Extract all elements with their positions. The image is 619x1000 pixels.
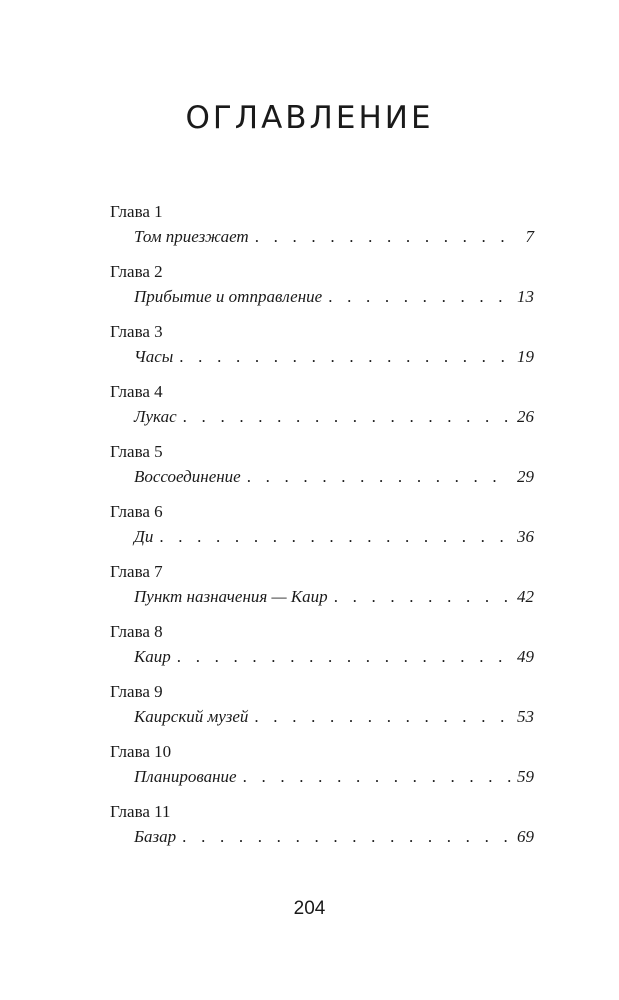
toc-entry [110,620,534,680]
dot-leader [334,584,511,610]
dot-leader [247,464,511,490]
chapter-title: Том приезжает [134,227,249,246]
page-title: ОГЛАВЛЕНИЕ [185,100,434,136]
chapter-page-number: 26 [517,407,534,426]
chapter-label: Глава 5 [110,442,163,461]
toc-entry [110,740,534,800]
chapter-page-number: 29 [517,467,534,486]
toc-entry [110,680,534,740]
chapter-title: Прибытие и отправление [134,287,323,306]
toc-entry [110,800,534,860]
toc-entry [110,560,534,620]
dot-leader [243,764,511,790]
chapter-label: Глава 2 [110,262,163,281]
chapter-page-number: 53 [517,707,534,726]
chapter-line [110,704,534,730]
dot-leader [183,404,511,430]
table-of-contents [110,200,534,860]
chapter-page-number: 69 [517,827,534,846]
chapter-line [110,284,534,310]
chapter-title: Лукас [134,407,177,426]
chapter-line [110,224,534,250]
chapter-line [110,344,534,370]
chapter-label: Глава 1 [110,202,163,221]
dot-leader [254,704,511,730]
chapter-line [110,464,534,490]
toc-entry [110,440,534,500]
dot-leader [255,224,520,250]
toc-entry [110,380,534,440]
dot-leader [159,524,511,550]
chapter-label: Глава 4 [110,382,163,401]
page-number: 204 [293,898,326,919]
chapter-label: Глава 10 [110,742,172,761]
chapter-title: Каир [134,647,171,666]
toc-entry [110,260,534,320]
chapter-line [110,584,534,610]
dot-leader [328,284,511,310]
chapter-line [110,764,534,790]
chapter-line [110,644,534,670]
dot-leader [177,644,511,670]
chapter-label: Глава 3 [110,322,163,341]
dot-leader [179,344,511,370]
chapter-title: Пункт назначения — Каир [134,587,328,606]
chapter-title: Базар [134,827,177,846]
chapter-title: Планирование [134,767,237,786]
chapter-page-number: 42 [517,587,534,606]
chapter-label: Глава 8 [110,622,163,641]
chapter-label: Глава 9 [110,682,163,701]
chapter-label: Глава 6 [110,502,163,521]
chapter-page-number: 19 [517,347,534,366]
chapter-label: Глава 7 [110,562,163,581]
toc-entry [110,500,534,560]
chapter-line [110,524,534,550]
chapter-page-number: 59 [517,767,534,786]
toc-entry [110,320,534,380]
dot-leader [182,824,511,850]
chapter-title: Каирский музей [134,707,249,726]
chapter-page-number: 7 [525,227,534,246]
chapter-page-number: 36 [517,527,534,546]
chapter-line [110,824,534,850]
chapter-title: Ди [134,527,154,546]
chapter-page-number: 13 [517,287,534,306]
toc-entry [110,200,534,260]
chapter-page-number: 49 [517,647,534,666]
chapter-title: Часы [134,347,174,366]
chapter-title: Воссоединение [134,467,241,486]
chapter-label: Глава 11 [110,802,171,821]
chapter-line [110,404,534,430]
